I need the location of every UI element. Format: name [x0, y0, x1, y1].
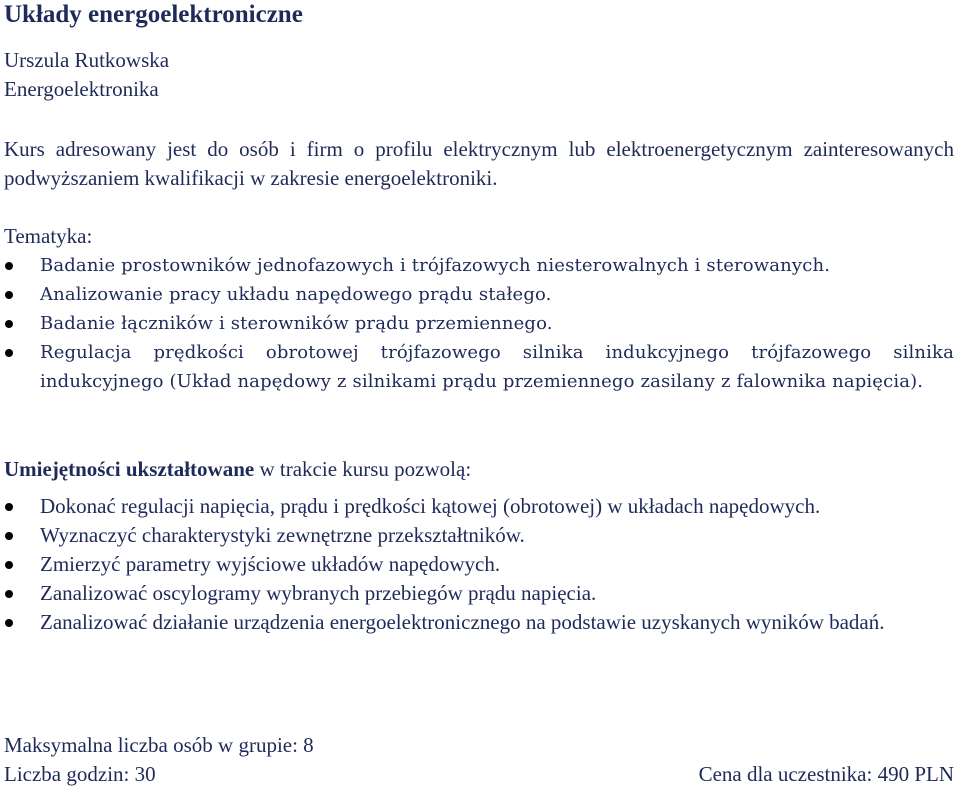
topics-list	[4, 251, 954, 396]
skills-heading-bold: Umiejętności ukształtowane	[4, 457, 255, 481]
topic-text: Badanie prostowników jednofazowych i trójfazowych niesterowalnych i sterowanych.	[40, 255, 831, 276]
bullet-icon	[5, 619, 13, 627]
list-item	[4, 309, 954, 338]
bullet-icon	[5, 561, 13, 569]
list-item	[4, 492, 954, 521]
list-item	[4, 608, 954, 637]
course-intro: Kurs adresowany jest do osób i firm o profilu elektrycznym lub elektroenergetycznym zainteresowanych podwyższaniem kwalifikacji w zakresie energoelektroniki.	[4, 137, 954, 190]
bullet-icon	[5, 532, 13, 540]
list-item	[4, 579, 954, 608]
list-item	[4, 550, 954, 579]
bullet-icon	[5, 503, 13, 511]
list-item	[4, 521, 954, 550]
skills-list	[4, 492, 954, 637]
list-item	[4, 251, 954, 280]
skill-text: Zmierzyć parametry wyjściowe układów napędowych.	[40, 552, 501, 576]
skill-text: Dokonać regulacji napięcia, prądu i prędkości kątowej (obrotowej) w układach napędowych.	[40, 494, 821, 518]
author-name: Urszula Rutkowska	[4, 48, 170, 72]
skill-text: Wyznaczyć charakterystyki zewnętrzne przekształtników.	[40, 523, 525, 547]
bullet-icon	[5, 349, 13, 357]
skill-text: Zanalizować działanie urządzenia energoelektronicznego na podstawie uzyskanych wyników badań.	[40, 610, 885, 634]
course-title: Układy energoelektroniczne	[4, 1, 303, 28]
skills-heading	[4, 455, 471, 484]
course-price: Cena dla uczestnika: 490 PLN	[698, 762, 954, 786]
list-item	[4, 338, 954, 396]
bullet-icon	[5, 320, 13, 328]
bullet-icon	[5, 291, 13, 299]
topic-text: Analizowanie pracy układu napędowego prądu stałego.	[40, 284, 552, 305]
topics-heading: Tematyka:	[4, 224, 93, 248]
bullet-icon	[5, 262, 13, 270]
max-participants: Maksymalna liczba osób w grupie: 8	[4, 733, 314, 757]
bullet-icon	[5, 590, 13, 598]
topic-text: Regulacja prędkości obrotowej trójfazowego silnika indukcyjnego trójfazowego silnika indukcyjnego (Układ napędowy z silnikami prądu przemiennego zasilany z falownika napięcia).	[40, 342, 954, 392]
skill-text: Zanalizować oscylogramy wybranych przebiegów prądu napięcia.	[40, 581, 597, 605]
skills-heading-rest: w trakcie kursu pozwolą:	[254, 457, 472, 481]
list-item	[4, 280, 954, 309]
course-hours: Liczba godzin: 30	[4, 762, 156, 786]
topic-text: Badanie łączników i sterowników prądu przemiennego.	[40, 313, 553, 334]
course-category: Energoelektronika	[4, 77, 159, 101]
